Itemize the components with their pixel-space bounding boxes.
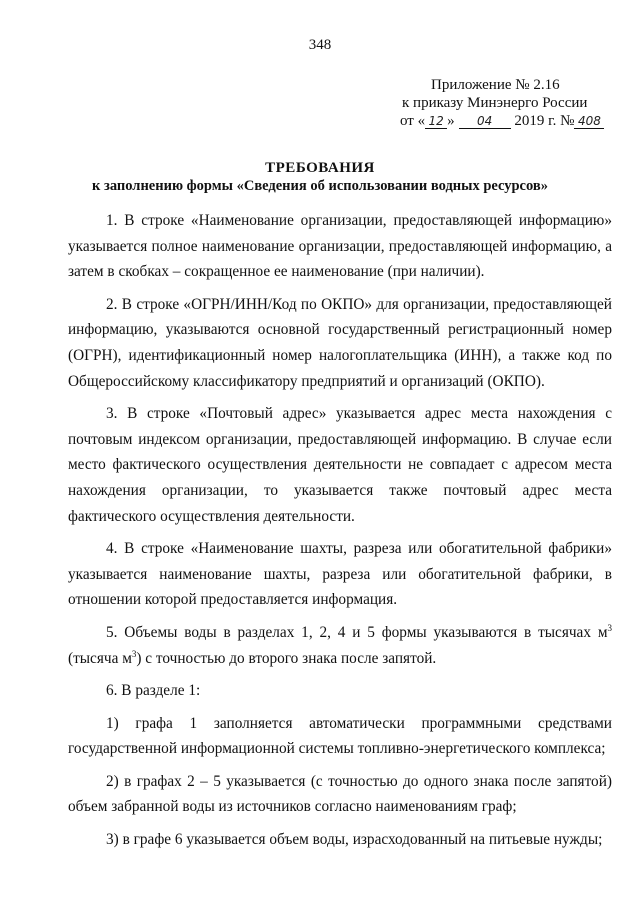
date-mid: » — [447, 113, 455, 129]
appendix-title: Приложение № 2.16 — [431, 77, 560, 93]
paragraph-2: 2. В строке «ОГРН/ИНН/Код по ОКПО» для организации, предоставляющей информацию, указываются основной государственный регистрационный номер (ОГРН), идентификационный номер налогоплательщика (ИНН), а также код по Общероссийскому классификатору предприятий и организаций (ОКПО). — [68, 295, 612, 390]
p5-text-c: ) с точностью до второго знака после запятой. — [136, 649, 437, 667]
p5-sup-2: 3 — [131, 648, 137, 659]
page-number: 348 — [308, 37, 332, 53]
paragraph-1: 1. В строке «Наименование организации, предоставляющей информацию» указывается полное наименование организации, предоставляющей информацию, а затем в скобках – сокращенное ее наименование (при наличии). — [68, 212, 612, 281]
paragraph-7: 1) графа 1 заполняется автоматически программными средствами государственной информационной системы топливно-энергетического комплекса; — [68, 714, 612, 758]
paragraph-4: 4. В строке «Наименование шахты, разреза или обогатительной фабрики» указывается наименование шахты, разреза или обогатительной фабрики, в отношении которой предоставляется информация. — [68, 540, 612, 609]
p5-text-b: (тысяча м — [68, 649, 132, 667]
appendix-order-ref: к приказу Минэнерго России — [402, 95, 588, 111]
document-subtitle: к заполнению формы «Сведения об использовании водных ресурсов» — [92, 178, 548, 194]
document-body — [68, 208, 612, 860]
date-year: 2019 г. № — [514, 113, 575, 129]
document-title: ТРЕБОВАНИЯ — [265, 160, 375, 176]
appendix-date-line — [380, 112, 620, 130]
p5-text-a: 5. Объемы воды в разделах 1, 2, 4 и 5 формы указываются в тысячах м — [106, 623, 608, 641]
handwritten-month: 04 — [459, 114, 511, 129]
paragraph-3: 3. В строке «Почтовый адрес» указывается адрес места нахождения с почтовым индексом организации, предоставляющей информацию. В случае если место фактического осуществления деятельности не совпадает с адресом места нахождения организации, то указывается также почтовый адрес места фактического осуществления деятельности. — [68, 405, 612, 525]
paragraph-6: 6. В разделе 1: — [106, 682, 201, 700]
p5-sup-1: 3 — [607, 622, 612, 633]
handwritten-day: 12 — [425, 114, 447, 129]
appendix-block — [380, 76, 620, 130]
date-prefix: от « — [400, 113, 426, 129]
handwritten-order-number: 408 — [574, 114, 604, 129]
paragraph-5 — [68, 620, 612, 671]
paragraph-8: 2) в графах 2 – 5 указывается (с точностью до одного знака после запятой) объем забранной воды из источников согласно наименованиям граф; — [68, 772, 612, 816]
paragraph-9: 3) в графе 6 указывается объем воды, израсходованный на питьевые нужды; — [106, 831, 603, 849]
